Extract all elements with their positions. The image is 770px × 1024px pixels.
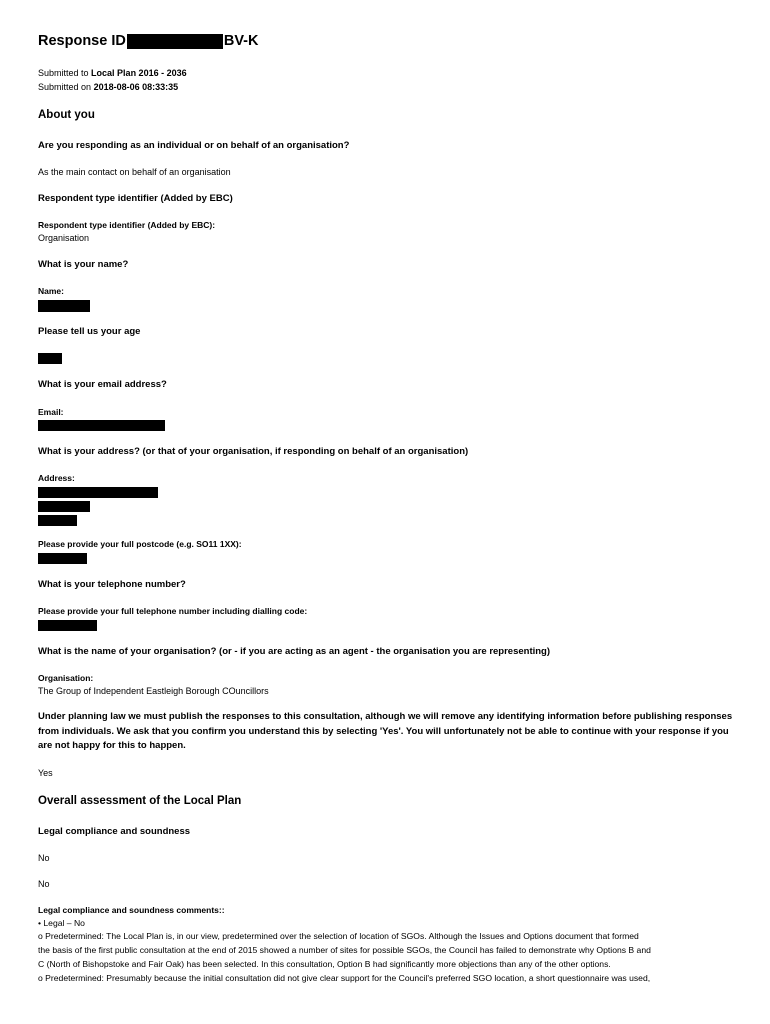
consent-statement: Under planning law we must publish the responses to this consultation, although we will remove any identifying information before publishing responses from individuals. We ask that you confirm you understand this by selecting 'Yes'. You will unfortunately not be able to continue with your response if you are not happy for this to happen.: [38, 711, 733, 751]
question-legal-compliance: Legal compliance and soundness: [38, 826, 191, 837]
label-postcode: Please provide your full postcode (e.g. SO11 1XX):: [38, 539, 242, 549]
label-organisation: Organisation:: [38, 673, 94, 683]
answer-legal-compliance: No: [38, 853, 50, 863]
comment-line: o Predetermined: The Local Plan is, in our view, predetermined over the selection of location of SGOs. Although the Issues and Options document that formed: [38, 931, 639, 941]
question-responding: Are you responding as an individual or on behalf of an organisation?: [38, 140, 350, 151]
comment-line: o Predetermined: Presumably because the initial consultation did not give clear support for the Council's preferred SGO location, a short questionnaire was used,: [38, 973, 651, 983]
response-id-title: [38, 33, 259, 49]
answer-responding: As the main contact on behalf of an organisation: [38, 167, 231, 177]
label-legal-comments: Legal compliance and soundness comments::: [38, 905, 225, 915]
redaction-bar: [38, 300, 90, 312]
submitted-on-label: Submitted on: [38, 82, 92, 92]
title-prefix: Response ID: [38, 33, 126, 49]
answer-soundness: No: [38, 879, 50, 889]
redaction-bar: [38, 553, 87, 564]
redaction-bar: [38, 620, 97, 631]
label-address: Address:: [38, 473, 75, 483]
question-organisation: What is the name of your organisation? (or - if you are acting as an agent - the organisation you are representing): [38, 646, 551, 657]
section-overall-assessment: Overall assessment of the Local Plan: [38, 795, 242, 807]
question-age: Please tell us your age: [38, 326, 141, 337]
redaction-bar: [38, 501, 90, 512]
section-about-you: About you: [38, 109, 95, 121]
submitted-on-value: 2018-08-06 08:33:35: [93, 82, 179, 92]
submitted-to-value: Local Plan 2016 - 2036: [91, 68, 187, 78]
label-name: Name:: [38, 286, 64, 296]
comment-line: C (North of Bishopstoke and Fair Oak) has been selected. In this consultation, Option B had significantly more objections than any of the other options.: [38, 959, 611, 969]
comment-line: • Legal – No: [38, 918, 85, 928]
redaction-bar: [127, 34, 223, 49]
submitted-to-label: Submitted to: [38, 68, 89, 78]
question-address: What is your address? (or that of your organisation, if responding on behalf of an organisation): [38, 446, 469, 457]
question-email: What is your email address?: [38, 379, 167, 390]
label-email: Email:: [38, 407, 64, 417]
label-telephone: Please provide your full telephone number including dialling code:: [38, 606, 308, 616]
title-suffix: BV-K: [223, 33, 259, 49]
redaction-bar: [38, 420, 165, 431]
answer-organisation: The Group of Independent Eastleigh Borough COuncillors: [38, 686, 269, 696]
comment-line: the basis of the first public consultation at the end of 2015 showed a number of sites for possible SGOs, the Council has failed to demonstrate why Options B and: [38, 945, 651, 955]
question-name: What is your name?: [38, 259, 129, 270]
answer-consent: Yes: [38, 768, 53, 778]
question-telephone: What is your telephone number?: [38, 579, 186, 590]
redaction-bar: [38, 353, 62, 364]
redaction-bar: [38, 487, 158, 498]
label-respondent-type: Respondent type identifier (Added by EBC):: [38, 220, 216, 230]
redaction-bar: [38, 515, 77, 526]
answer-respondent-type: Organisation: [38, 233, 90, 243]
submitted-to: [38, 68, 187, 78]
question-respondent-type: Respondent type identifier (Added by EBC): [38, 193, 233, 204]
submitted-on: [38, 82, 178, 92]
